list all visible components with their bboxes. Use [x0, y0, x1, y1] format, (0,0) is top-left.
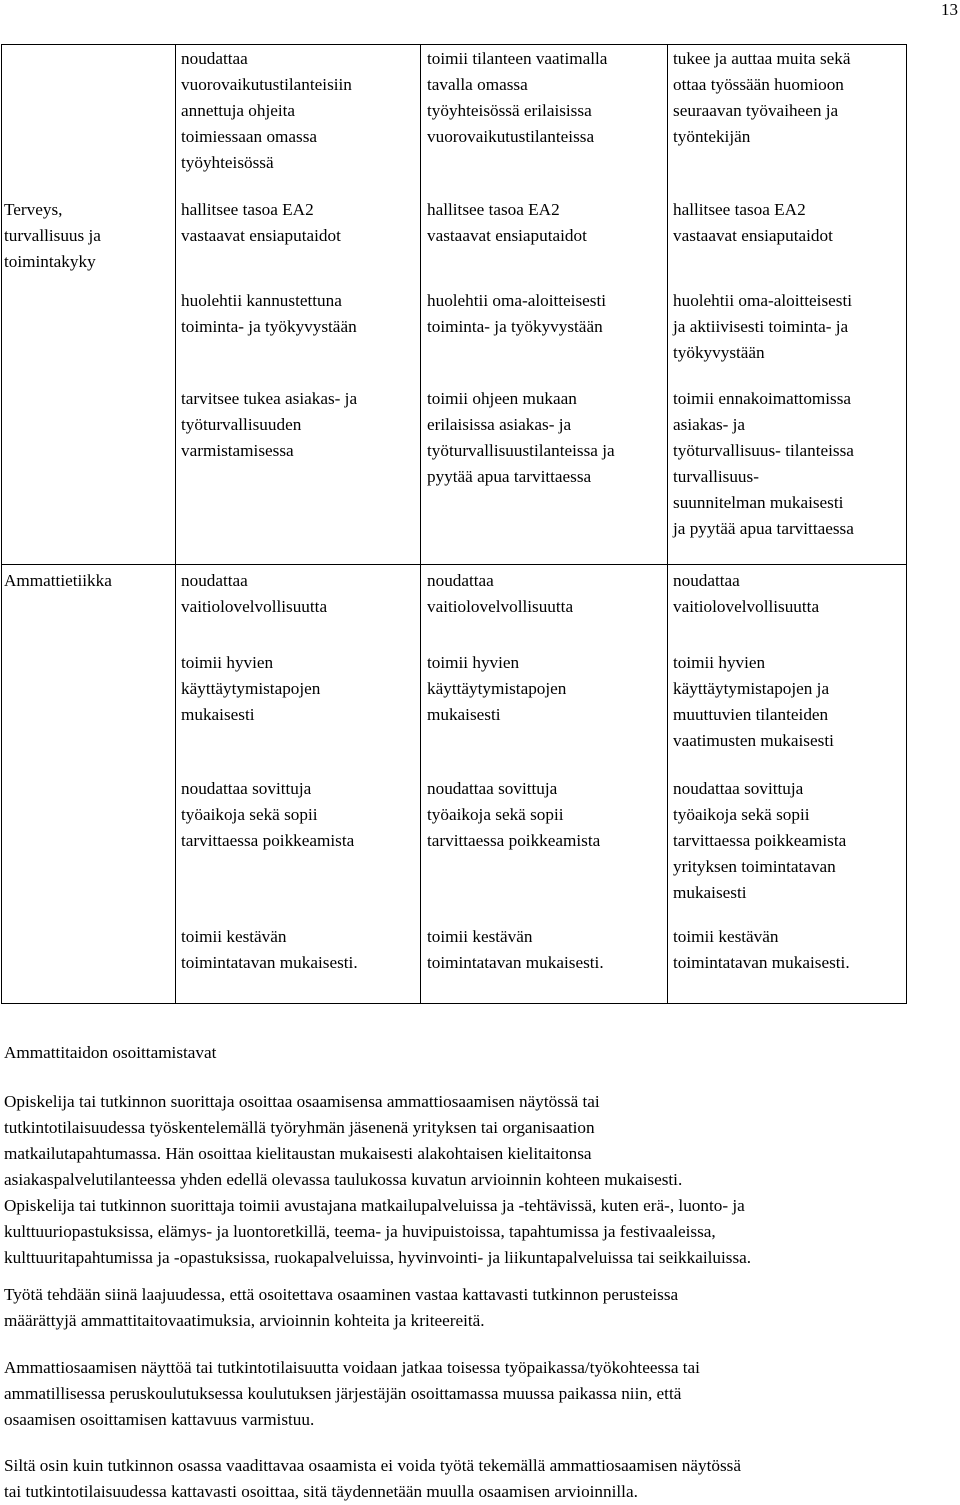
cell-line: vaitiolovelvollisuutta — [181, 597, 328, 616]
cell-line: huolehtii oma-aloitteisesti — [673, 291, 853, 310]
table-section-divider — [1, 564, 907, 565]
table-border-left — [1, 44, 2, 1004]
table-cell — [427, 386, 615, 490]
cell-line: asiakas- ja — [673, 415, 746, 434]
cell-line: vastaavat ensiaputaidot — [181, 226, 341, 245]
cell-line: toimintatavan mukaisesti. — [181, 953, 358, 972]
paragraph-line: kulttuuritapahtumissa ja -opastuksissa, ruokapalveluissa, hyvinvointi- ja liikuntapalveluissa tai seikkailuissa. — [4, 1248, 752, 1267]
table-cell — [427, 197, 587, 249]
paragraph-line: määrättyjä ammattitaitovaatimuksia, arvioinnin kohteita ja kriteereitä. — [4, 1311, 485, 1330]
cell-line: vaitiolovelvollisuutta — [673, 597, 820, 616]
paragraph-line: asiakaspalvelutilanteessa yhden edellä olevassa taulukossa kuvatun arvioinnin kohteen mukaisesti. — [4, 1170, 683, 1189]
table-cell — [427, 650, 566, 728]
cell-line: noudattaa — [673, 571, 740, 590]
cell-line: työyhteisössä — [181, 153, 274, 172]
cell-line: ja aktiivisesti toiminta- ja — [673, 317, 849, 336]
table-cell — [673, 924, 850, 976]
cell-line: toimii kestävän — [181, 927, 287, 946]
cell-line: tarvittaessa poikkeamista — [181, 831, 355, 850]
cell-line: tarvittaessa poikkeamista — [673, 831, 847, 850]
cell-line: noudattaa sovittuja — [181, 779, 312, 798]
cell-line: toimintatavan mukaisesti. — [427, 953, 604, 972]
cell-line: Terveys, — [4, 200, 63, 219]
table-cell — [673, 288, 852, 366]
table-cell — [427, 776, 600, 854]
paragraph-line: kulttuuriopastuksissa, elämys- ja luontoretkillä, teema- ja huvipuistoissa, tapahtumissa ja festivaaleissa, — [4, 1222, 716, 1241]
cell-line: suunnitelman mukaisesti — [673, 493, 844, 512]
cell-line: yrityksen toimintatavan — [673, 857, 836, 876]
cell-line: työturvallisuustilanteissa ja — [427, 441, 615, 460]
cell-line: vuorovaikutustilanteissa — [427, 127, 595, 146]
category-cell — [4, 197, 101, 275]
cell-line: toimii hyvien — [427, 653, 520, 672]
cell-line: noudattaa — [181, 49, 248, 68]
cell-line: erilaisissa asiakas- ja — [427, 415, 572, 434]
category-cell — [4, 568, 112, 594]
cell-line: mukaisesti — [427, 705, 501, 724]
cell-line: työaikoja sekä sopii — [673, 805, 810, 824]
paragraph — [4, 1089, 751, 1271]
competency-table — [1, 44, 907, 1004]
table-cell — [673, 386, 854, 542]
cell-line: huolehtii oma-aloitteisesti — [427, 291, 607, 310]
table-cell — [181, 386, 357, 464]
cell-line: toiminta- ja työkyvystään — [427, 317, 603, 336]
cell-line: työturvallisuus- tilanteissa — [673, 441, 854, 460]
page-number: 13 — [941, 0, 958, 19]
section-title: Ammattitaidon osoittamistavat — [4, 1043, 217, 1062]
paragraph-line: matkailutapahtumassa. Hän osoittaa kielitaustan mukaisesti alakohtaisen kielitaitonsa — [4, 1144, 592, 1163]
cell-line: työyhteisössä erilaisissa — [427, 101, 592, 120]
table-cell — [427, 288, 606, 340]
table-cell — [181, 776, 354, 854]
cell-line: hallitsee tasoa EA2 — [181, 200, 314, 219]
table-cell — [427, 568, 573, 620]
cell-line: toimii kestävän — [673, 927, 779, 946]
cell-line: seuraavan työvaiheen ja — [673, 101, 839, 120]
paragraph-line: Siltä osin kuin tutkinnon osassa vaadittavaa osaamista ei voida työtä tekemällä ammattiosaamisen näytössä — [4, 1456, 741, 1475]
cell-line: Ammattietiikka — [4, 571, 112, 590]
cell-line: toimii ennakoimattomissa — [673, 389, 852, 408]
cell-line: vaatimusten mukaisesti — [673, 731, 834, 750]
cell-line: ja pyytää apua tarvittaessa — [673, 519, 854, 538]
cell-line: toimii ohjeen mukaan — [427, 389, 577, 408]
cell-line: pyytää apua tarvittaessa — [427, 467, 592, 486]
table-cell — [181, 197, 341, 249]
cell-line: hallitsee tasoa EA2 — [673, 200, 806, 219]
cell-line: vastaavat ensiaputaidot — [673, 226, 833, 245]
table-border-right — [906, 44, 907, 1004]
table-cell — [427, 46, 607, 150]
table-cell — [673, 776, 846, 906]
cell-line: työaikoja sekä sopii — [427, 805, 564, 824]
cell-line: hallitsee tasoa EA2 — [427, 200, 560, 219]
cell-line: turvallisuus ja — [4, 226, 101, 245]
table-divider — [420, 44, 421, 1004]
cell-line: vuorovaikutustilanteisiin — [181, 75, 352, 94]
cell-line: käyttäytymistapojen — [427, 679, 567, 698]
paragraph-line: tutkintotilaisuudessa työskentelemällä työryhmän jäsenenä yrityksen tai organisaation — [4, 1118, 595, 1137]
cell-line: käyttäytymistapojen — [181, 679, 321, 698]
table-cell — [181, 568, 327, 620]
table-cell — [181, 924, 358, 976]
paragraph-line: osaamisen osoittamisen kattavuus varmistuu. — [4, 1410, 315, 1429]
cell-line: huolehtii kannustettuna — [181, 291, 342, 310]
cell-line: varmistamisessa — [181, 441, 294, 460]
cell-line: tarvittaessa poikkeamista — [427, 831, 601, 850]
table-cell — [673, 197, 833, 249]
table-border-bottom — [1, 1003, 907, 1004]
cell-line: ottaa työssään huomioon — [673, 75, 844, 94]
cell-line: toimintakyky — [4, 252, 96, 271]
cell-line: noudattaa — [181, 571, 248, 590]
paragraph-line: ammatillisessa peruskoulutuksessa koulutuksen järjestäjän osoittamassa muussa paikassa niin, että — [4, 1384, 682, 1403]
cell-line: vaitiolovelvollisuutta — [427, 597, 574, 616]
cell-line: noudattaa sovittuja — [673, 779, 804, 798]
cell-line: toimintatavan mukaisesti. — [673, 953, 850, 972]
cell-line: noudattaa — [427, 571, 494, 590]
paragraph-line: tai tutkintotilaisuudessa kattavasti osoittaa, sitä täydennetään muulla osaamisen arvioinnilla. — [4, 1482, 638, 1501]
paragraph-line: Opiskelija tai tutkinnon suorittaja osoittaa osaamisensa ammattiosaamisen näytössä tai — [4, 1092, 600, 1111]
paragraph — [4, 1355, 700, 1433]
table-divider — [175, 44, 176, 1004]
cell-line: tavalla omassa — [427, 75, 528, 94]
cell-line: toimii hyvien — [673, 653, 766, 672]
cell-line: työntekijän — [673, 127, 751, 146]
paragraph — [4, 1453, 741, 1505]
table-cell — [181, 650, 320, 728]
cell-line: työaikoja sekä sopii — [181, 805, 318, 824]
cell-line: noudattaa sovittuja — [427, 779, 558, 798]
cell-line: mukaisesti — [673, 883, 747, 902]
table-cell — [673, 650, 834, 754]
paragraph — [4, 1282, 678, 1334]
paragraph-line: Ammattiosaamisen näyttöä tai tutkintotilaisuutta voidaan jatkaa toisessa työpaikassa/työkohteessa tai — [4, 1358, 700, 1377]
cell-line: turvallisuus- — [673, 467, 759, 486]
cell-line: annettuja ohjeita — [181, 101, 296, 120]
cell-line: toimii hyvien — [181, 653, 274, 672]
cell-line: tarvitsee tukea asiakas- ja — [181, 389, 358, 408]
cell-line: käyttäytymistapojen ja — [673, 679, 830, 698]
table-cell — [427, 924, 604, 976]
cell-line: tukee ja auttaa muita sekä — [673, 49, 851, 68]
table-border-top — [1, 44, 907, 45]
table-cell — [673, 46, 851, 150]
cell-line: vastaavat ensiaputaidot — [427, 226, 587, 245]
cell-line: toiminta- ja työkyvystään — [181, 317, 357, 336]
paragraph-line: Opiskelija tai tutkinnon suorittaja toimii avustajana matkailupalveluissa ja -tehtävissä, kuten erä-, luonto- ja — [4, 1196, 745, 1215]
paragraph-line: Työtä tehdään siinä laajuudessa, että osoitettava osaaminen vastaa kattavasti tutkinnon perusteissa — [4, 1285, 679, 1304]
table-cell — [181, 46, 352, 176]
cell-line: toimii kestävän — [427, 927, 533, 946]
cell-line: mukaisesti — [181, 705, 255, 724]
cell-line: työturvallisuuden — [181, 415, 302, 434]
cell-line: muuttuvien tilanteiden — [673, 705, 829, 724]
cell-line: toimii tilanteen vaatimalla — [427, 49, 608, 68]
table-cell — [181, 288, 357, 340]
cell-line: toimiessaan omassa — [181, 127, 318, 146]
table-cell — [673, 568, 819, 620]
cell-line: työkyvystään — [673, 343, 765, 362]
table-divider — [667, 44, 668, 1004]
